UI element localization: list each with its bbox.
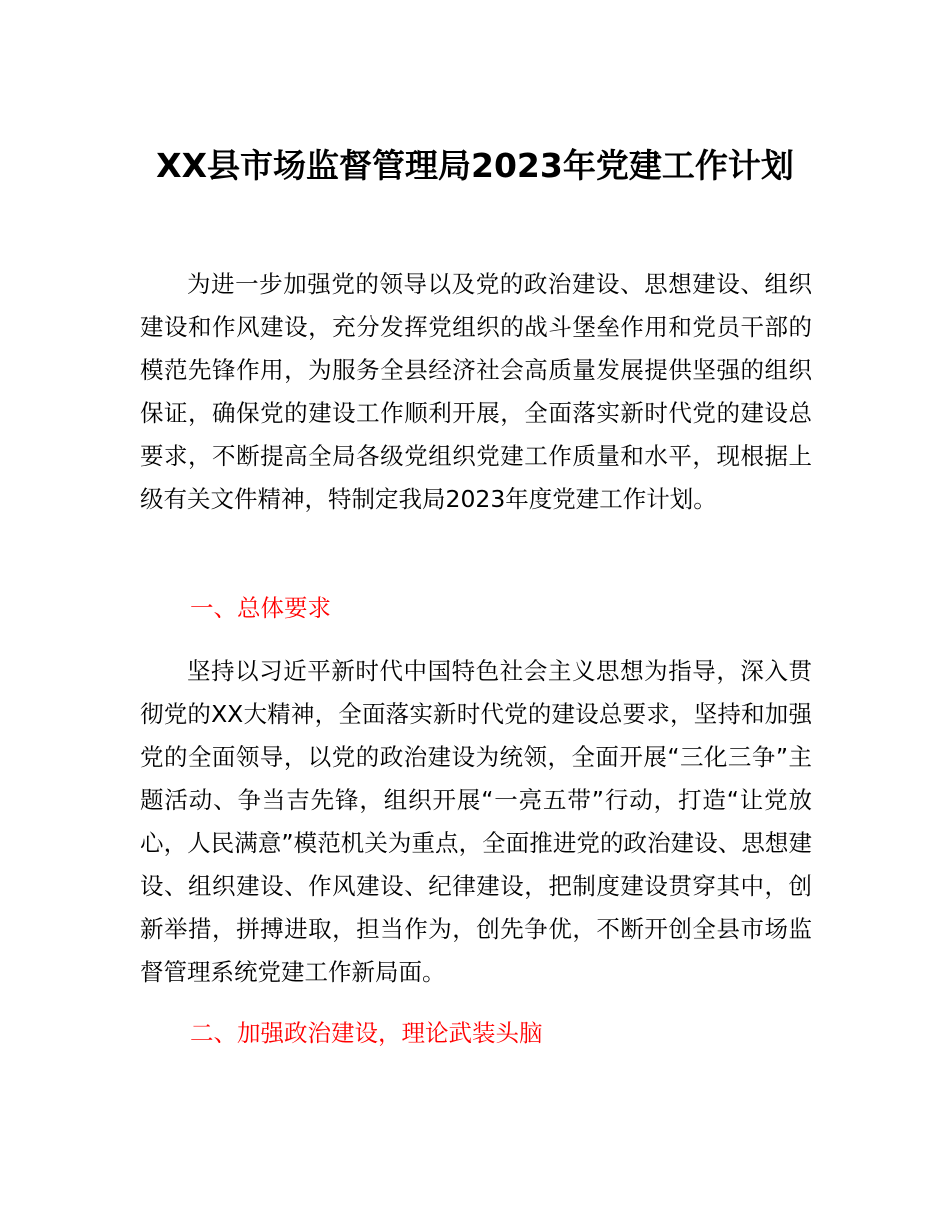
document-title: XX县市场监督管理局2023年党建工作计划 — [156, 146, 794, 185]
intro-paragraph: 为进一步加强党的领导以及党的政治建设、思想建设、组织建设和作风建设，充分发挥党组织的战斗堡垒作用和党员干部的模范先锋作用，为服务全县经济社会高质量发展提供坚强的组织保证，确保党的建设工作顺利开展，全面落实新时代党的建设总要求，不断提高全局各级党组织党建工作质量和水平，现根据上级有关文件精神，特制定我局2023年度党建工作计划。 — [140, 270, 812, 513]
section-heading-overall-requirements: 一、总体要求 — [190, 594, 331, 622]
overall-requirements-paragraph: 坚持以习近平新时代中国特色社会主义思想为指导，深入贯彻党的XX大精神，全面落实新时代党的建设总要求，坚持和加强党的全面领导，以党的政治建设为统领，全面开展“三化三争”主题活动、争当吉先锋，组织开展“一亮五带”行动，打造“让党放心，人民满意”模范机关为重点，全面推进党的政治建设、思想建设、组织建设、作风建设、纪律建设，把制度建设贯穿其中，创新举措，拼搏进取，担当作为，创先争优，不断开创全县市场监督管理系统党建工作新局面。 — [140, 657, 812, 986]
section-heading-political-construction: 二、加强政治建设，理论武装头脑 — [190, 1019, 543, 1047]
